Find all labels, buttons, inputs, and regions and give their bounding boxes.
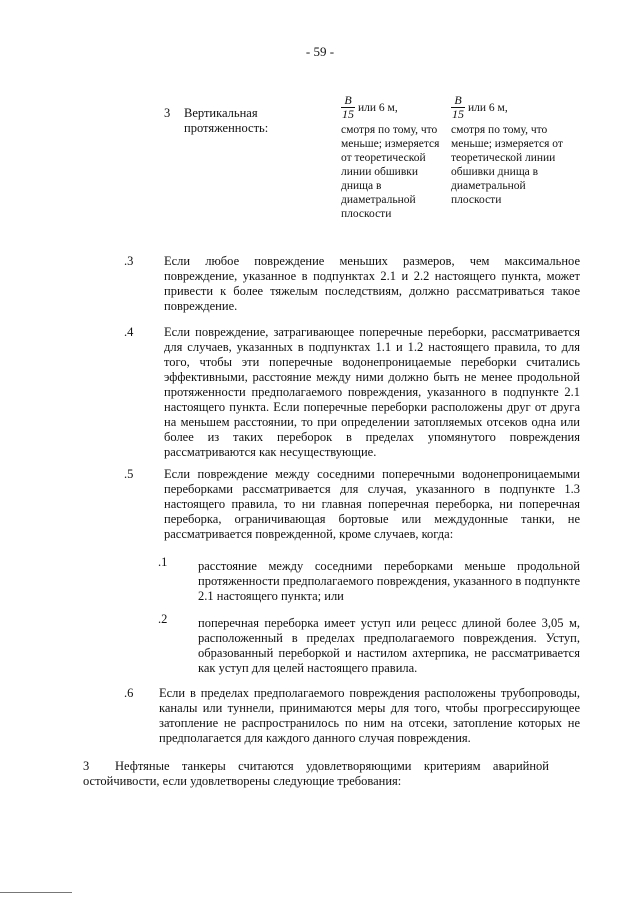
table-row-number: 3 (164, 106, 171, 120)
footer-divider (0, 892, 72, 893)
fraction-numerator: B (454, 93, 462, 107)
paragraph-number: 3 (83, 759, 90, 773)
paragraph-3 (83, 759, 549, 789)
page-number: - 59 - (305, 44, 335, 59)
table-cell-note: смотря по тому, что меньше; измеряется от теоретической линии обшивки днища в диаметральной плоскости (451, 124, 563, 206)
item-text: Если любое повреждение меньших размеров, чем максимальное повреждение, указанное в подпунктах 2.1 и 2.2 настоящего пункта, может привести к более тяжелым последствиям, должно рассматриваться такое повреждение. (164, 254, 580, 313)
formula-suffix: или 6 м, (468, 101, 508, 114)
formula-b-over-15 (451, 94, 576, 121)
table-cell-col2 (451, 94, 576, 207)
table-cell-note: смотря по тому, что меньше; измеряется от теоретической линии обшивки днища в диаметральной плоскости (341, 124, 440, 220)
subitem-text: расстояние между соседними переборками меньше продольной протяженности предполагаемого повреждения, указанного в подпункте 2.1 настоящего пункта; или (198, 559, 580, 603)
fraction (451, 94, 465, 121)
item-number: .3 (124, 254, 134, 268)
fraction-numerator: B (344, 93, 352, 107)
item-number: .6 (124, 686, 134, 700)
subitem-text: поперечная переборка имеет уступ или рецесс длиной более 3,05 м, расположенный в пределах предполагаемого повреждения. Уступ, образованный переборкой и настилом ахтерпика, не рассматривается как уступ для целей настоящего правила. (198, 616, 580, 675)
formula-suffix: или 6 м, (358, 101, 398, 114)
fraction-denominator: 15 (342, 107, 354, 121)
item-number: .5 (124, 467, 134, 481)
subitem-number: .1 (158, 555, 168, 569)
formula-b-over-15 (341, 94, 446, 121)
item-text: Если в пределах предполагаемого повреждения расположены трубопроводы, каналы или туннели, принимаются меры для того, чтобы прогрессирующее затопление не распространилось по ним на отсеки, затопление которых не предполагается для каждого данного случая повреждения. (159, 686, 580, 745)
item-number: .4 (124, 325, 134, 339)
item-text: Если повреждение, затрагивающее поперечные переборки, рассматривается для случаев, указанных в подпунктах 1.1 и 1.2 настоящего правила, то для того, чтобы эти поперечные водонепроницаемые переборки считались эффективными, расстояние между ними должно быть не менее продольной протяженности предполагаемого повреждения, указанного в подпункте 2.1 настоящего пункта. Если поперечные переборки расположены друг от друга на меньшем расстоянии, то при определении затопляемых отсеков одна или более из таких переборок в пределах упомянутого повреждения рассматриваются как несуществующие. (164, 325, 580, 459)
paragraph-text: Нефтяные танкеры считаются удовлетворяющими критериям аварийной остойчивости, если удовлетворены следующие требования: (83, 759, 549, 788)
table-row-label: Вертикальная протяженность: (184, 106, 269, 135)
fraction (341, 94, 355, 121)
subitem-number: .2 (158, 612, 168, 626)
table-cell-col1 (341, 94, 446, 221)
fraction-denominator: 15 (452, 107, 464, 121)
item-text: Если повреждение между соседними поперечными водонепроницаемыми переборками рассматривается для случая, указанного в подпункте 1.3 настоящего правила, то ни главная поперечная переборка, ни поперечная переборка, ограничивающая бортовые или междудонные танки, не рассматривается поврежденной, кроме случаев, когда: (164, 467, 580, 541)
